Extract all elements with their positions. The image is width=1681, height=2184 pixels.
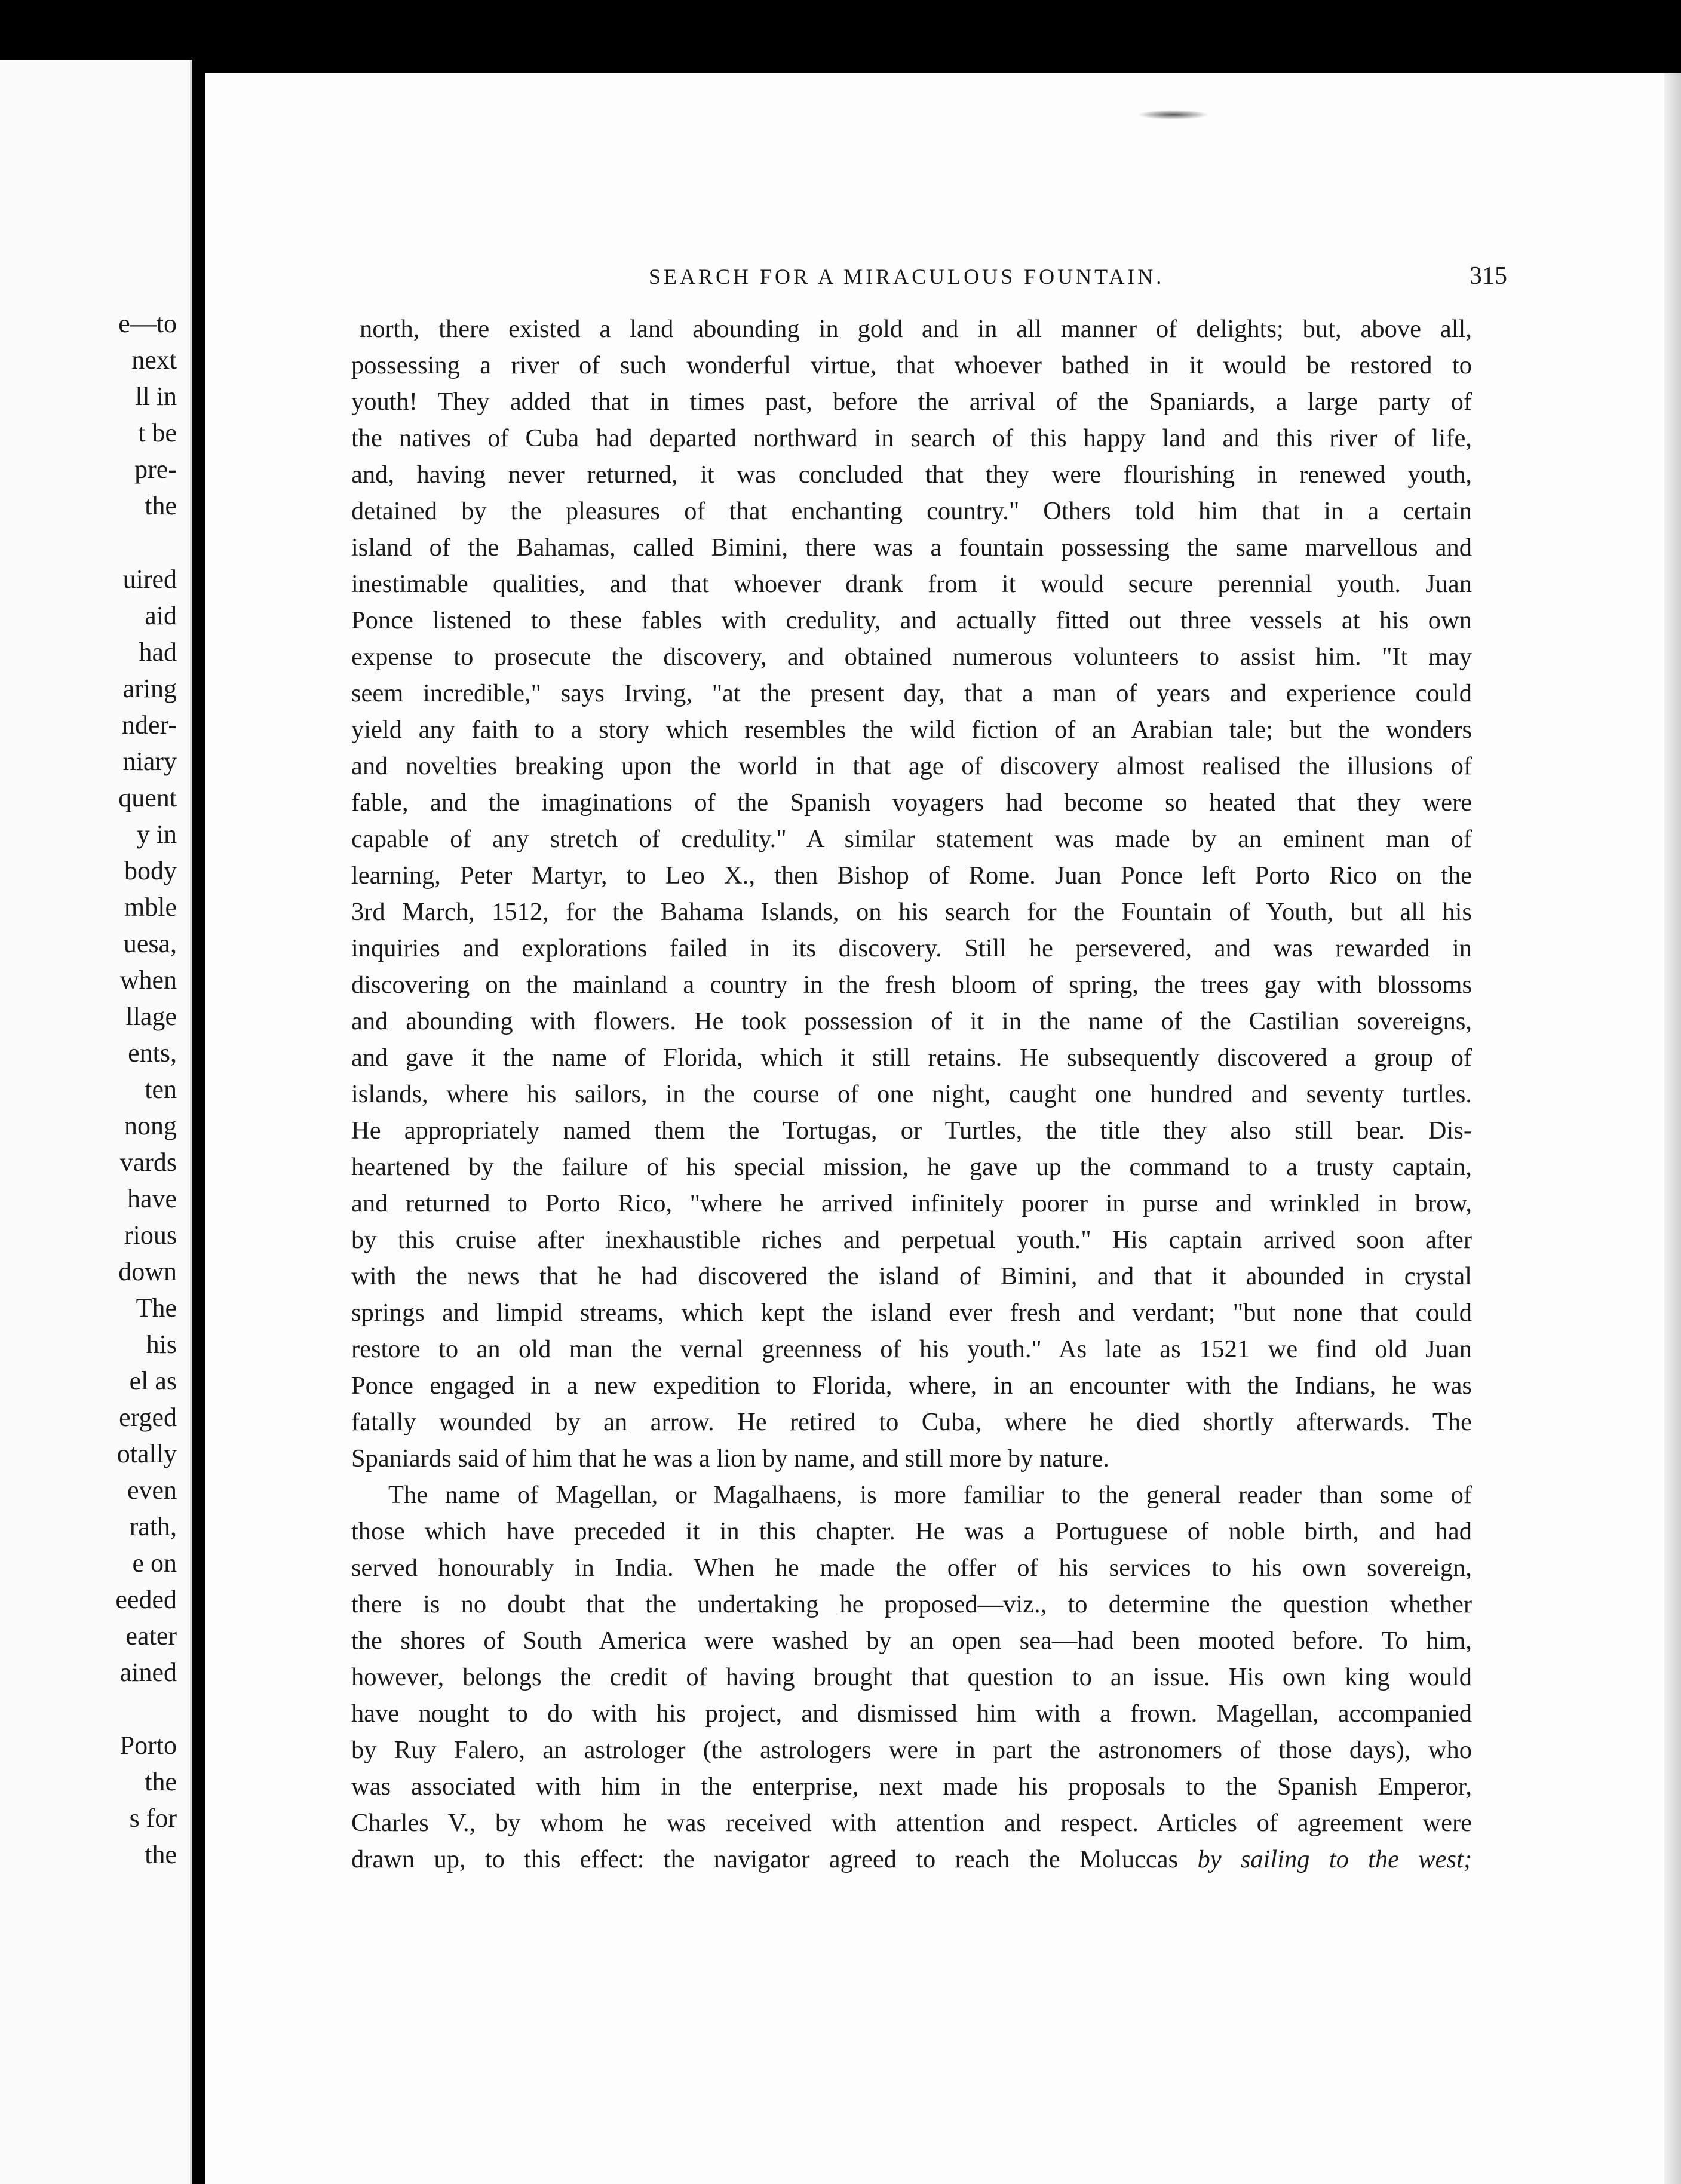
text-line: the natives of Cuba had departed northward in search of this happy land and this river of life, <box>351 424 1472 452</box>
text-line: seem incredible," says Irving, "at the present day, that a man of years and experience could <box>351 679 1472 707</box>
text-line: restore to an old man the vernal greenness of his youth." As late as 1521 we find old Juan <box>351 1335 1472 1363</box>
text-line: detained by the pleasures of that enchanting country." Others told him that in a certain <box>351 497 1472 525</box>
left-page-fragment: aring <box>122 674 177 703</box>
text-line: however, belongs the credit of having brought that question to an issue. His own king would <box>351 1663 1472 1691</box>
left-page-fragment: y in <box>136 820 177 849</box>
text-line: Ponce engaged in a new expedition to Florida, where, in an encounter with the Indians, he was <box>351 1372 1472 1400</box>
left-page-fragment: body <box>124 856 177 885</box>
text-line: by Ruy Falero, an astrologer (the astrologers were in part the astronomers of those days), who <box>351 1736 1472 1764</box>
body-text <box>351 311 1472 1878</box>
left-page-fragment: mble <box>124 892 177 922</box>
text-line: The name of Magellan, or Magalhaens, is more familiar to the general reader than some of <box>388 1481 1472 1509</box>
text-line: there is no doubt that the undertaking he proposed—viz., to determine the question whether <box>351 1590 1472 1618</box>
text-line: north, there existed a land abounding in gold and in all manner of delights; but, above all, <box>360 315 1472 343</box>
text-line: He appropriately named them the Tortugas, or Turtles, the title they also still bear. Dis- <box>351 1116 1472 1145</box>
running-head <box>205 264 1681 300</box>
text-line: and novelties breaking upon the world in that age of discovery almost realised the illusions of <box>351 752 1472 780</box>
left-page-fragment: ll in <box>135 382 177 411</box>
text-line-italic: by sailing to the west; <box>1197 1845 1472 1873</box>
text-line: was associated with him in the enterprise, next made his proposals to the Spanish Emperor, <box>351 1772 1472 1800</box>
left-page-fragment: erged <box>119 1403 177 1432</box>
left-page-fragment: the <box>145 1767 177 1796</box>
left-page-fragment: his <box>146 1330 177 1359</box>
text-line: with the news that he had discovered the island of Bimini, and that it abounded in crystal <box>351 1262 1472 1290</box>
left-page-fragment: have <box>127 1184 177 1213</box>
left-page-fragment: nong <box>124 1111 177 1140</box>
text-line: capable of any stretch of credulity." A similar statement was made by an eminent man of <box>351 825 1472 853</box>
left-page-fragment: nder- <box>122 710 177 740</box>
text-line: fable, and the imaginations of the Spanish voyagers had become so heated that they were <box>351 789 1472 817</box>
left-page-fragment: e—to <box>118 309 177 338</box>
text-line: the shores of South America were washed by an open sea—had been mooted before. To him, <box>351 1627 1472 1655</box>
left-page-fragment: next <box>131 345 177 375</box>
text-line: inestimable qualities, and that whoever drank from it would secure perennial youth. Juan <box>351 570 1472 598</box>
left-page-fragment: when <box>119 965 177 995</box>
text-line: island of the Bahamas, called Bimini, there was a fountain possessing the same marvellous and <box>351 533 1472 562</box>
left-page-fragment: ents, <box>128 1038 177 1068</box>
left-page-fragment: the <box>145 491 177 520</box>
text-line: possessing a river of such wonderful virtue, that whoever bathed in it would be restored to <box>351 351 1472 379</box>
left-page-fragment: even <box>127 1476 177 1505</box>
left-page-fragment: otally <box>116 1439 177 1468</box>
text-line: Charles V., by whom he was received with attention and respect. Articles of agreement were <box>351 1809 1472 1837</box>
text-line: Spaniards said of him that he was a lion by name, and still more by nature. <box>351 1444 1109 1473</box>
running-title: SEARCH FOR A MIRACULOUS FOUNTAIN. <box>649 265 1165 289</box>
text-line: fatally wounded by an arrow. He retired to Cuba, where he died shortly afterwards. The <box>351 1408 1472 1436</box>
page-number: 315 <box>1470 262 1507 290</box>
left-page-fragment: uesa, <box>123 929 177 958</box>
left-facing-page <box>0 60 192 2184</box>
text-line: served honourably in India. When he made the offer of his services to his own sovereign, <box>351 1554 1472 1582</box>
text-line: heartened by the failure of his special mission, he gave up the command to a trusty captain, <box>351 1153 1472 1181</box>
text-line: those which have preceded it in this chapter. He was a Portuguese of noble birth, and had <box>351 1517 1472 1545</box>
text-line: and, having never returned, it was concluded that they were flourishing in renewed youth, <box>351 461 1472 489</box>
text-line: Ponce listened to these fables with credulity, and actually fitted out three vessels at his own <box>351 606 1472 634</box>
left-page-fragment: eeded <box>115 1585 177 1614</box>
text-line: expense to prosecute the discovery, and obtained numerous volunteers to assist him. "It may <box>351 643 1472 671</box>
text-line: islands, where his sailors, in the course of one night, caught one hundred and seventy turtles. <box>351 1080 1472 1108</box>
left-page-fragment: niary <box>122 747 177 776</box>
left-page-fragment: e on <box>132 1548 177 1578</box>
right-page <box>205 73 1681 2184</box>
left-page-fragment: t be <box>138 418 177 447</box>
text-line: by this cruise after inexhaustible riches and perpetual youth." His captain arrived soon after <box>351 1226 1472 1254</box>
left-page-fragment: down <box>118 1257 177 1286</box>
text-line: youth! They added that in times past, before the arrival of the Spaniards, a large party of <box>351 388 1472 416</box>
left-page-fragment: el as <box>129 1366 177 1395</box>
left-page-fragment: pre- <box>134 455 177 484</box>
left-page-fragment: rath, <box>129 1512 177 1541</box>
left-page-edge <box>190 60 192 2184</box>
left-page-fragment: quent <box>118 783 177 812</box>
text-line: and abounding with flowers. He took possession of it in the name of the Castilian sovereigns, <box>351 1007 1472 1035</box>
text-line: learning, Peter Martyr, to Leo X., then Bishop of Rome. Juan Ponce left Porto Rico on the <box>351 861 1472 889</box>
text-line-roman: drawn up, to this effect: the navigator agreed to reach the Moluccas <box>351 1845 1198 1873</box>
top-smudge <box>1137 110 1209 119</box>
text-line: have nought to do with his project, and dismissed him with a frown. Magellan, accompanied <box>351 1700 1472 1728</box>
left-page-fragment: the <box>145 1840 177 1869</box>
left-page-fragment: ained <box>119 1658 177 1687</box>
left-page-fragment: uired <box>122 565 177 594</box>
text-line: and returned to Porto Rico, "where he arrived infinitely poorer in purse and wrinkled in brow, <box>351 1189 1472 1217</box>
left-page-fragment: eater <box>125 1621 177 1651</box>
left-page-fragment: had <box>139 637 177 667</box>
text-line: springs and limpid streams, which kept the island ever fresh and verdant; "but none that could <box>351 1299 1472 1327</box>
text-line: and gave it the name of Florida, which it still retains. He subsequently discovered a group of <box>351 1044 1472 1072</box>
right-page-edge <box>1664 73 1681 2184</box>
text-line: discovering on the mainland a country in the fresh bloom of spring, the trees gay with blossoms <box>351 971 1472 999</box>
left-page-fragment: The <box>136 1293 177 1323</box>
left-page-fragment: Porto <box>119 1731 177 1760</box>
left-page-fragment: rious <box>124 1220 177 1250</box>
left-page-fragment: vards <box>119 1148 177 1177</box>
text-line <box>351 1841 1472 1878</box>
text-line: 3rd March, 1512, for the Bahama Islands, on his search for the Fountain of Youth, but all his <box>351 898 1472 926</box>
left-page-fragment: aid <box>145 601 177 630</box>
left-page-fragment: s for <box>129 1803 177 1833</box>
text-line: yield any faith to a story which resembles the wild fiction of an Arabian tale; but the wonders <box>351 716 1472 744</box>
left-page-fragment: llage <box>125 1002 177 1031</box>
text-line: inquiries and explorations failed in its discovery. Still he persevered, and was rewarded in <box>351 934 1472 962</box>
left-page-fragment: ten <box>145 1075 177 1104</box>
